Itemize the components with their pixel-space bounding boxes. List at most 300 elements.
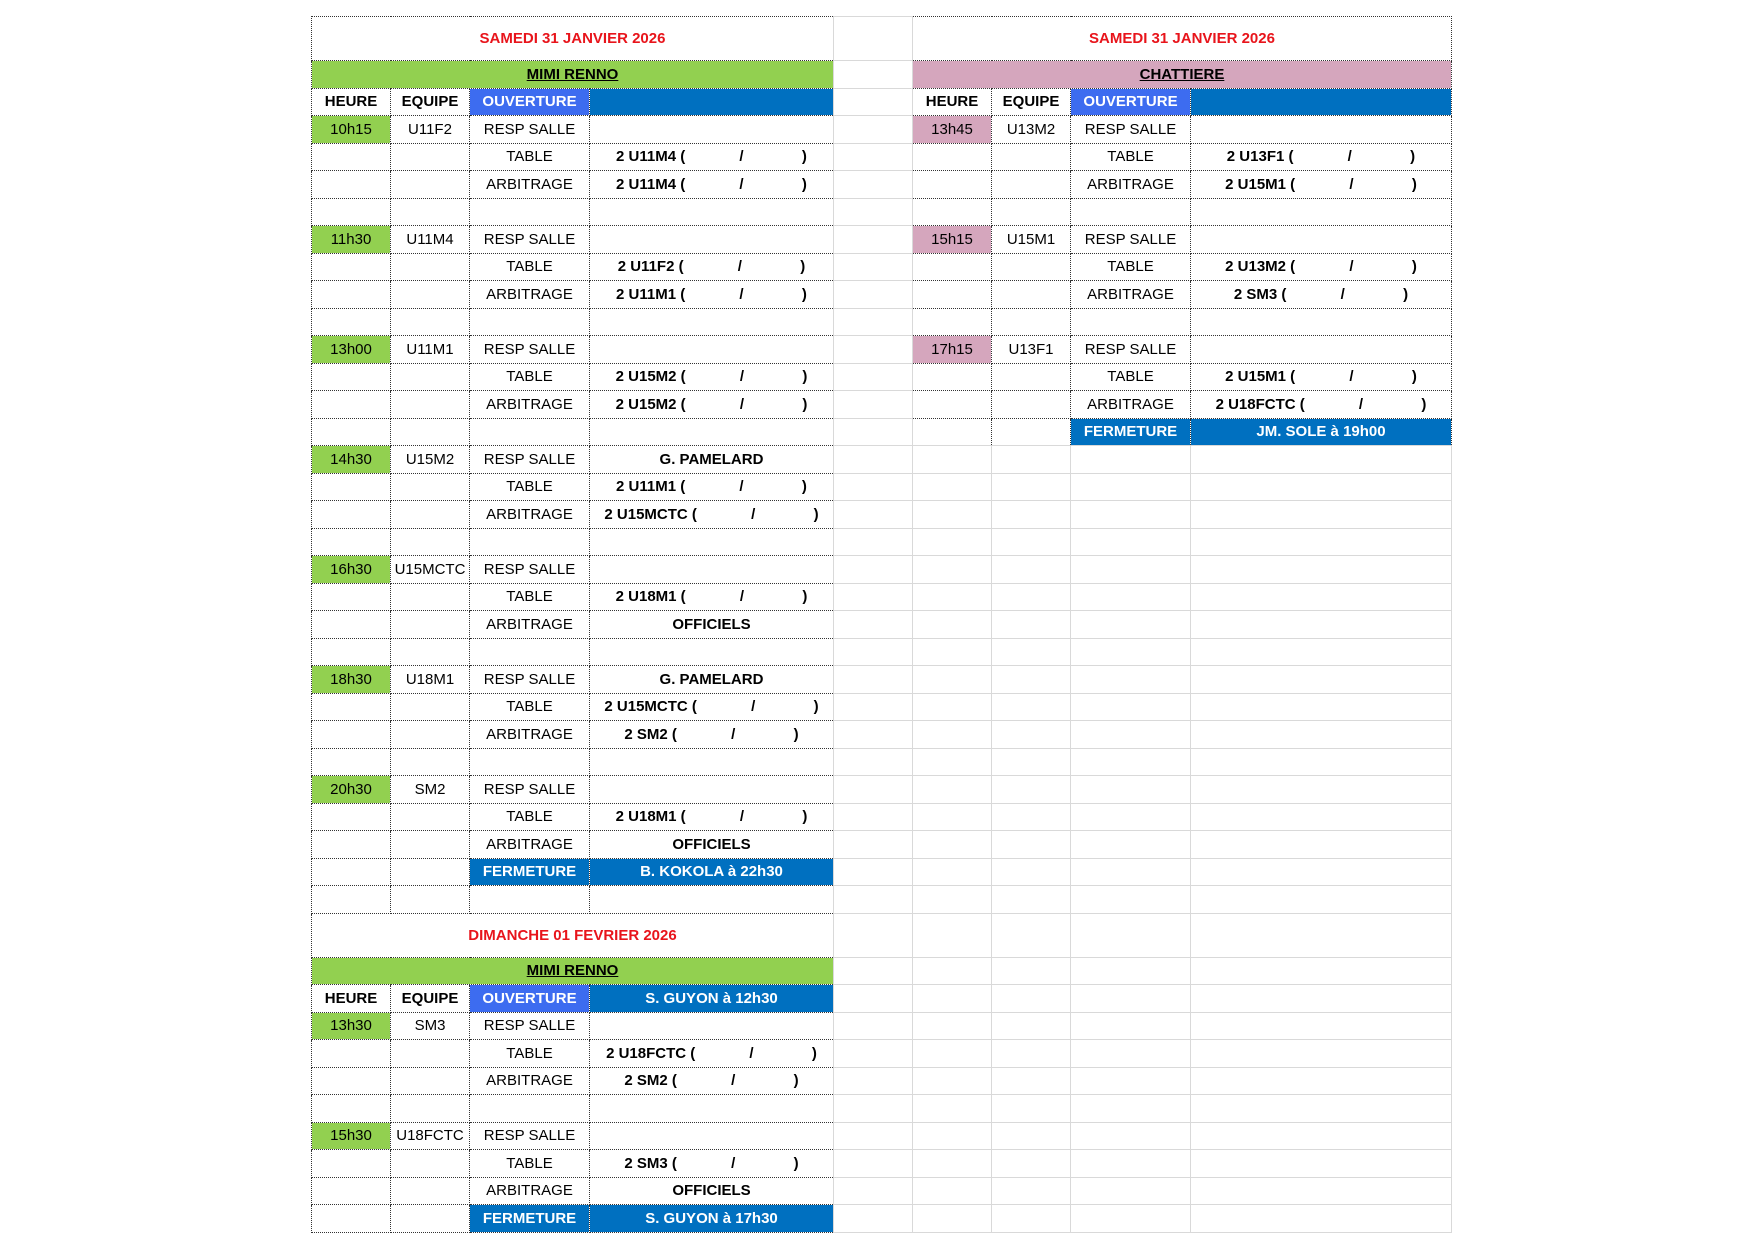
arbitrage-value: 2 SM2 ( / ) bbox=[590, 721, 834, 749]
sheet-row bbox=[312, 886, 1452, 914]
resp-salle-label: RESP SALLE bbox=[1071, 226, 1191, 254]
header-ouverture: OUVERTURE bbox=[470, 88, 590, 116]
empty-cell bbox=[913, 1177, 992, 1205]
empty-cell bbox=[1071, 1177, 1191, 1205]
gap-cell bbox=[834, 1067, 913, 1095]
gap-cell bbox=[834, 501, 913, 529]
empty-cell bbox=[913, 391, 992, 419]
gap-cell bbox=[834, 1012, 913, 1040]
resp-salle-value: G. PAMELARD bbox=[590, 446, 834, 474]
empty-cell bbox=[590, 1095, 834, 1123]
empty-cell bbox=[312, 831, 391, 859]
arbitrage-value: 2 U15M1 ( / ) bbox=[1191, 171, 1452, 199]
resp-salle-value bbox=[590, 1122, 834, 1150]
empty-cell bbox=[312, 281, 391, 309]
gap-cell bbox=[834, 858, 913, 886]
empty-cell bbox=[391, 253, 470, 281]
fermeture-label: FERMETURE bbox=[1071, 418, 1191, 446]
slot-team: U13M2 bbox=[992, 116, 1071, 144]
gap-cell bbox=[834, 1095, 913, 1123]
empty-cell bbox=[1071, 528, 1191, 556]
empty-cell bbox=[312, 1205, 391, 1233]
empty-cell bbox=[1191, 1177, 1452, 1205]
empty-cell bbox=[992, 693, 1071, 721]
empty-cell bbox=[1071, 583, 1191, 611]
slot-time: 13h30 bbox=[312, 1012, 391, 1040]
empty-cell bbox=[992, 528, 1071, 556]
sheet-row bbox=[312, 693, 1452, 721]
gap-cell bbox=[834, 957, 913, 985]
empty-cell bbox=[992, 1122, 1071, 1150]
sheet-row bbox=[312, 666, 1452, 694]
table-value: 2 U15M2 ( / ) bbox=[590, 363, 834, 391]
empty-cell bbox=[1071, 748, 1191, 776]
empty-cell bbox=[992, 748, 1071, 776]
empty-cell bbox=[470, 418, 590, 446]
empty-cell bbox=[913, 528, 992, 556]
sheet-row bbox=[312, 1177, 1452, 1205]
empty-cell bbox=[992, 308, 1071, 336]
slot-time: 15h30 bbox=[312, 1122, 391, 1150]
empty-cell bbox=[992, 666, 1071, 694]
empty-cell bbox=[391, 803, 470, 831]
gap-cell bbox=[834, 1040, 913, 1068]
resp-salle-value: G. PAMELARD bbox=[590, 666, 834, 694]
empty-cell bbox=[1071, 1012, 1191, 1040]
day-title: DIMANCHE 01 FEVRIER 2026 bbox=[312, 913, 834, 957]
empty-cell bbox=[312, 308, 391, 336]
empty-cell bbox=[913, 693, 992, 721]
empty-cell bbox=[391, 1095, 470, 1123]
slot-time: 18h30 bbox=[312, 666, 391, 694]
arbitrage-value: 2 SM3 ( / ) bbox=[1191, 281, 1452, 309]
table-label: TABLE bbox=[470, 363, 590, 391]
empty-cell bbox=[391, 308, 470, 336]
gap-cell bbox=[834, 831, 913, 859]
resp-salle-value bbox=[1191, 226, 1452, 254]
slot-team: U15M2 bbox=[391, 446, 470, 474]
empty-cell bbox=[312, 611, 391, 639]
table-value: 2 U15MCTC ( / ) bbox=[590, 693, 834, 721]
empty-cell bbox=[913, 666, 992, 694]
empty-cell bbox=[913, 171, 992, 199]
empty-cell bbox=[312, 391, 391, 419]
empty-cell bbox=[913, 1150, 992, 1178]
slot-time: 17h15 bbox=[913, 336, 992, 364]
empty-cell bbox=[992, 501, 1071, 529]
gap-cell bbox=[834, 473, 913, 501]
arbitrage-label: ARBITRAGE bbox=[470, 281, 590, 309]
arbitrage-label: ARBITRAGE bbox=[470, 501, 590, 529]
empty-cell bbox=[992, 583, 1071, 611]
empty-cell bbox=[470, 638, 590, 666]
gap-cell bbox=[834, 281, 913, 309]
empty-cell bbox=[913, 583, 992, 611]
slot-team: U15MCTC bbox=[391, 556, 470, 584]
schedule-sheet bbox=[311, 16, 1452, 1233]
empty-cell bbox=[590, 528, 834, 556]
empty-cell bbox=[1071, 446, 1191, 474]
arbitrage-value: OFFICIELS bbox=[590, 1177, 834, 1205]
sheet-row bbox=[312, 985, 1452, 1013]
empty-cell bbox=[913, 776, 992, 804]
sheet-row bbox=[312, 528, 1452, 556]
empty-cell bbox=[590, 886, 834, 914]
empty-cell bbox=[913, 957, 992, 985]
arbitrage-value: 2 U15MCTC ( / ) bbox=[590, 501, 834, 529]
table-label: TABLE bbox=[470, 803, 590, 831]
empty-cell bbox=[992, 446, 1071, 474]
sheet-row bbox=[312, 308, 1452, 336]
empty-cell bbox=[1191, 556, 1452, 584]
empty-cell bbox=[1071, 1067, 1191, 1095]
venue-name: MIMI RENNO bbox=[312, 61, 834, 89]
gap-cell bbox=[834, 1177, 913, 1205]
empty-cell bbox=[391, 198, 470, 226]
table-value: 2 SM3 ( / ) bbox=[590, 1150, 834, 1178]
empty-cell bbox=[312, 886, 391, 914]
empty-cell bbox=[992, 418, 1071, 446]
resp-salle-label: RESP SALLE bbox=[470, 1012, 590, 1040]
empty-cell bbox=[312, 638, 391, 666]
slot-team: SM2 bbox=[391, 776, 470, 804]
empty-cell bbox=[1191, 198, 1452, 226]
slot-team: U18M1 bbox=[391, 666, 470, 694]
table-value: 2 U15M1 ( / ) bbox=[1191, 363, 1452, 391]
slot-time: 13h45 bbox=[913, 116, 992, 144]
fermeture-label: FERMETURE bbox=[470, 858, 590, 886]
empty-cell bbox=[590, 638, 834, 666]
empty-cell bbox=[391, 391, 470, 419]
empty-cell bbox=[1071, 831, 1191, 859]
table-label: TABLE bbox=[1071, 253, 1191, 281]
ouverture-value bbox=[590, 88, 834, 116]
sheet-row bbox=[312, 721, 1452, 749]
gap-cell bbox=[834, 418, 913, 446]
empty-cell bbox=[913, 1095, 992, 1123]
venue-name: CHATTIERE bbox=[913, 61, 1452, 89]
resp-salle-value bbox=[590, 1012, 834, 1040]
resp-salle-label: RESP SALLE bbox=[1071, 336, 1191, 364]
empty-cell bbox=[913, 748, 992, 776]
resp-salle-value bbox=[590, 776, 834, 804]
empty-cell bbox=[992, 1067, 1071, 1095]
table-value: 2 U18M1 ( / ) bbox=[590, 583, 834, 611]
empty-cell bbox=[1071, 666, 1191, 694]
empty-cell bbox=[590, 748, 834, 776]
gap-cell bbox=[834, 363, 913, 391]
empty-cell bbox=[992, 281, 1071, 309]
empty-cell bbox=[1071, 1095, 1191, 1123]
slot-team: SM3 bbox=[391, 1012, 470, 1040]
empty-cell bbox=[992, 803, 1071, 831]
arbitrage-value: 2 U11M1 ( / ) bbox=[590, 281, 834, 309]
header-heure: HEURE bbox=[312, 985, 391, 1013]
table-value: 2 U11M4 ( / ) bbox=[590, 143, 834, 171]
empty-cell bbox=[312, 253, 391, 281]
empty-cell bbox=[391, 1040, 470, 1068]
gap-cell bbox=[834, 1205, 913, 1233]
table-label: TABLE bbox=[470, 1040, 590, 1068]
sheet-row bbox=[312, 1150, 1452, 1178]
empty-cell bbox=[913, 721, 992, 749]
empty-cell bbox=[913, 473, 992, 501]
day-title: SAMEDI 31 JANVIER 2026 bbox=[913, 17, 1452, 61]
arbitrage-value: OFFICIELS bbox=[590, 831, 834, 859]
empty-cell bbox=[913, 886, 992, 914]
empty-cell bbox=[1191, 831, 1452, 859]
empty-cell bbox=[992, 391, 1071, 419]
empty-cell bbox=[590, 198, 834, 226]
sheet-row bbox=[312, 803, 1452, 831]
empty-cell bbox=[913, 1067, 992, 1095]
sheet-row bbox=[312, 473, 1452, 501]
resp-salle-value bbox=[1191, 336, 1452, 364]
empty-cell bbox=[312, 803, 391, 831]
sheet-row bbox=[312, 1012, 1452, 1040]
empty-cell bbox=[913, 985, 992, 1013]
empty-cell bbox=[913, 1040, 992, 1068]
empty-cell bbox=[312, 1067, 391, 1095]
sheet-row bbox=[312, 831, 1452, 859]
resp-salle-value bbox=[590, 226, 834, 254]
sheet-row bbox=[312, 198, 1452, 226]
empty-cell bbox=[1071, 501, 1191, 529]
slot-team: U11M1 bbox=[391, 336, 470, 364]
gap-cell bbox=[834, 776, 913, 804]
empty-cell bbox=[470, 308, 590, 336]
ouverture-value bbox=[1191, 88, 1452, 116]
empty-cell bbox=[1191, 446, 1452, 474]
empty-cell bbox=[913, 1205, 992, 1233]
empty-cell bbox=[992, 556, 1071, 584]
empty-cell bbox=[391, 363, 470, 391]
header-ouverture: OUVERTURE bbox=[470, 985, 590, 1013]
table-value: 2 U13F1 ( / ) bbox=[1191, 143, 1452, 171]
empty-cell bbox=[312, 693, 391, 721]
empty-cell bbox=[1191, 1122, 1452, 1150]
empty-cell bbox=[470, 886, 590, 914]
empty-cell bbox=[992, 1205, 1071, 1233]
resp-salle-value bbox=[590, 116, 834, 144]
empty-cell bbox=[1071, 473, 1191, 501]
slot-team: U15M1 bbox=[992, 226, 1071, 254]
arbitrage-value: OFFICIELS bbox=[590, 611, 834, 639]
empty-cell bbox=[391, 886, 470, 914]
sheet-row bbox=[312, 143, 1452, 171]
sheet-row bbox=[312, 957, 1452, 985]
empty-cell bbox=[391, 1177, 470, 1205]
empty-cell bbox=[1071, 1040, 1191, 1068]
gap-cell bbox=[834, 1122, 913, 1150]
empty-cell bbox=[1191, 528, 1452, 556]
empty-cell bbox=[312, 501, 391, 529]
header-heure: HEURE bbox=[913, 88, 992, 116]
empty-cell bbox=[992, 886, 1071, 914]
empty-cell bbox=[913, 858, 992, 886]
empty-cell bbox=[992, 638, 1071, 666]
empty-cell bbox=[1071, 776, 1191, 804]
sheet-row bbox=[312, 1095, 1452, 1123]
empty-cell bbox=[1191, 583, 1452, 611]
sheet-row bbox=[312, 776, 1452, 804]
empty-cell bbox=[312, 748, 391, 776]
resp-salle-label: RESP SALLE bbox=[470, 556, 590, 584]
empty-cell bbox=[913, 308, 992, 336]
gap-cell bbox=[834, 308, 913, 336]
sheet-row bbox=[312, 391, 1452, 419]
gap-cell bbox=[834, 61, 913, 89]
gap-cell bbox=[834, 446, 913, 474]
empty-cell bbox=[1191, 1095, 1452, 1123]
slot-team: U18FCTC bbox=[391, 1122, 470, 1150]
empty-cell bbox=[1071, 308, 1191, 336]
empty-cell bbox=[992, 831, 1071, 859]
sheet-row bbox=[312, 638, 1452, 666]
empty-cell bbox=[1191, 1012, 1452, 1040]
gap-cell bbox=[834, 913, 913, 957]
sheet-row bbox=[312, 501, 1452, 529]
empty-cell bbox=[992, 363, 1071, 391]
table-label: TABLE bbox=[470, 583, 590, 611]
empty-cell bbox=[913, 418, 992, 446]
header-heure: HEURE bbox=[312, 88, 391, 116]
empty-cell bbox=[312, 171, 391, 199]
empty-cell bbox=[312, 583, 391, 611]
empty-cell bbox=[1191, 611, 1452, 639]
sheet-row bbox=[312, 281, 1452, 309]
empty-cell bbox=[992, 253, 1071, 281]
empty-cell bbox=[312, 418, 391, 446]
empty-cell bbox=[590, 418, 834, 446]
empty-cell bbox=[1191, 638, 1452, 666]
empty-cell bbox=[391, 721, 470, 749]
empty-cell bbox=[312, 143, 391, 171]
empty-cell bbox=[992, 721, 1071, 749]
empty-cell bbox=[913, 253, 992, 281]
empty-cell bbox=[312, 721, 391, 749]
table-label: TABLE bbox=[470, 1150, 590, 1178]
empty-cell bbox=[391, 693, 470, 721]
empty-cell bbox=[1071, 693, 1191, 721]
gap-cell bbox=[834, 666, 913, 694]
empty-cell bbox=[470, 528, 590, 556]
sheet-row bbox=[312, 61, 1452, 89]
gap-cell bbox=[834, 985, 913, 1013]
empty-cell bbox=[312, 1177, 391, 1205]
sheet-row bbox=[312, 446, 1452, 474]
empty-cell bbox=[391, 1205, 470, 1233]
sheet-row bbox=[312, 1205, 1452, 1233]
resp-salle-label: RESP SALLE bbox=[470, 1122, 590, 1150]
gap-cell bbox=[834, 143, 913, 171]
table-value: 2 U18FCTC ( / ) bbox=[590, 1040, 834, 1068]
gap-cell bbox=[834, 721, 913, 749]
header-equipe: EQUIPE bbox=[992, 88, 1071, 116]
sheet-row bbox=[312, 171, 1452, 199]
empty-cell bbox=[913, 446, 992, 474]
empty-cell bbox=[1071, 556, 1191, 584]
table-label: TABLE bbox=[470, 473, 590, 501]
empty-cell bbox=[1191, 1150, 1452, 1178]
empty-cell bbox=[913, 611, 992, 639]
empty-cell bbox=[992, 143, 1071, 171]
sheet-row bbox=[312, 583, 1452, 611]
table-value: 2 U11F2 ( / ) bbox=[590, 253, 834, 281]
gap-cell bbox=[834, 556, 913, 584]
empty-cell bbox=[312, 528, 391, 556]
empty-cell bbox=[913, 501, 992, 529]
table-label: TABLE bbox=[470, 143, 590, 171]
empty-cell bbox=[391, 143, 470, 171]
arbitrage-value: 2 U18FCTC ( / ) bbox=[1191, 391, 1452, 419]
gap-cell bbox=[834, 391, 913, 419]
empty-cell bbox=[1191, 776, 1452, 804]
resp-salle-label: RESP SALLE bbox=[470, 116, 590, 144]
gap-cell bbox=[834, 171, 913, 199]
empty-cell bbox=[391, 473, 470, 501]
empty-cell bbox=[913, 1012, 992, 1040]
gap-cell bbox=[834, 886, 913, 914]
empty-cell bbox=[913, 143, 992, 171]
empty-cell bbox=[391, 748, 470, 776]
empty-cell bbox=[470, 198, 590, 226]
empty-cell bbox=[1071, 957, 1191, 985]
resp-salle-label: RESP SALLE bbox=[470, 226, 590, 254]
empty-cell bbox=[1191, 913, 1452, 957]
empty-cell bbox=[1071, 1150, 1191, 1178]
slot-time: 11h30 bbox=[312, 226, 391, 254]
empty-cell bbox=[1071, 611, 1191, 639]
empty-cell bbox=[1191, 886, 1452, 914]
empty-cell bbox=[1071, 886, 1191, 914]
empty-cell bbox=[1071, 721, 1191, 749]
empty-cell bbox=[1191, 985, 1452, 1013]
gap-cell bbox=[834, 226, 913, 254]
slot-time: 14h30 bbox=[312, 446, 391, 474]
resp-salle-label: RESP SALLE bbox=[1071, 116, 1191, 144]
empty-cell bbox=[312, 363, 391, 391]
empty-cell bbox=[1071, 985, 1191, 1013]
arbitrage-label: ARBITRAGE bbox=[470, 831, 590, 859]
sheet-row bbox=[312, 748, 1452, 776]
empty-cell bbox=[913, 803, 992, 831]
fermeture-label: FERMETURE bbox=[470, 1205, 590, 1233]
empty-cell bbox=[391, 528, 470, 556]
fermeture-value: B. KOKOLA à 22h30 bbox=[590, 858, 834, 886]
sheet-row bbox=[312, 88, 1452, 116]
sheet-row bbox=[312, 556, 1452, 584]
empty-cell bbox=[1191, 666, 1452, 694]
empty-cell bbox=[470, 1095, 590, 1123]
empty-cell bbox=[992, 985, 1071, 1013]
resp-salle-label: RESP SALLE bbox=[470, 336, 590, 364]
gap-cell bbox=[834, 17, 913, 61]
empty-cell bbox=[1191, 858, 1452, 886]
empty-cell bbox=[1191, 803, 1452, 831]
slot-team: U11F2 bbox=[391, 116, 470, 144]
table-label: TABLE bbox=[470, 693, 590, 721]
empty-cell bbox=[391, 501, 470, 529]
slot-team: U11M4 bbox=[391, 226, 470, 254]
empty-cell bbox=[590, 308, 834, 336]
empty-cell bbox=[1071, 913, 1191, 957]
empty-cell bbox=[1191, 721, 1452, 749]
empty-cell bbox=[1071, 858, 1191, 886]
venue-name: MIMI RENNO bbox=[312, 957, 834, 985]
empty-cell bbox=[992, 1012, 1071, 1040]
gap-cell bbox=[834, 693, 913, 721]
